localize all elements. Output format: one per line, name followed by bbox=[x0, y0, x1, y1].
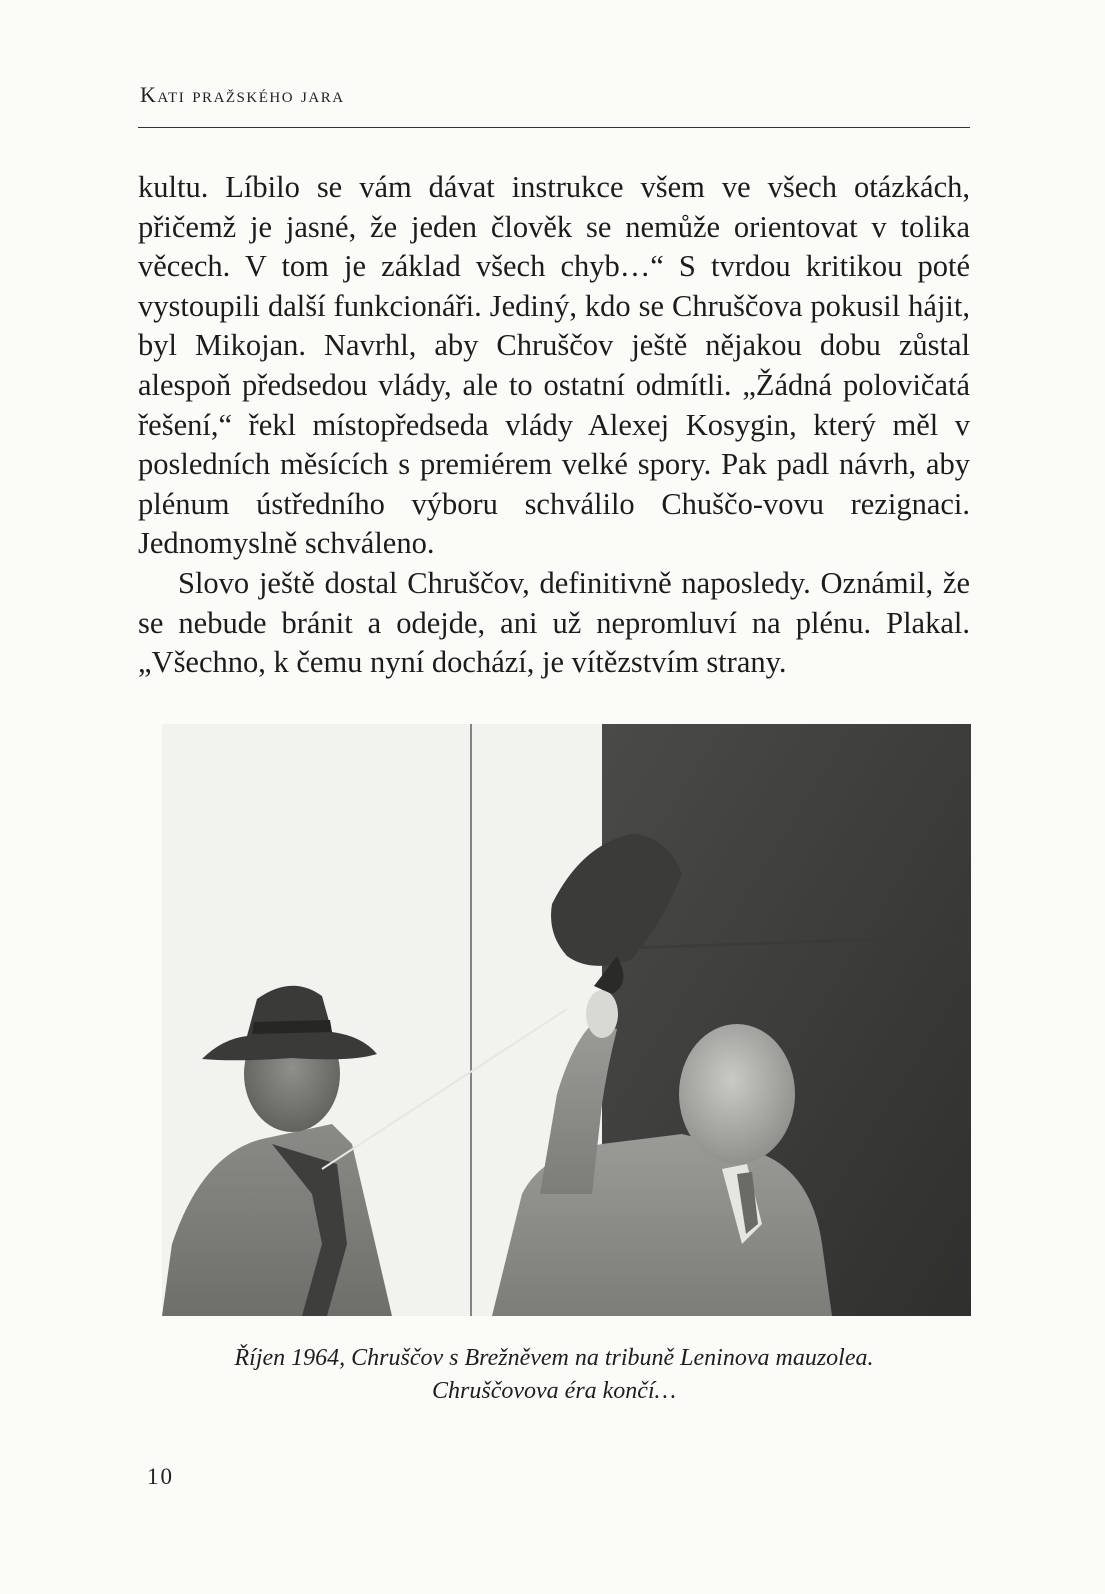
right-man-hand bbox=[586, 990, 618, 1038]
page-number: 10 bbox=[147, 1464, 174, 1489]
figure-caption bbox=[138, 1342, 970, 1408]
right-man-face bbox=[679, 1024, 795, 1164]
running-head: Kati pražského jara bbox=[140, 82, 345, 107]
caption-line-1: Říjen 1964, Chruščov s Brežněvem na tribuně Leninova mauzolea. bbox=[234, 1345, 874, 1371]
header-rule bbox=[138, 127, 970, 128]
body-text bbox=[138, 168, 970, 683]
paragraph-2: Slovo ještě dostal Chruščov, definitivně naposledy. Oznámil, že se nebude bránit a odejde, ani už nepromluví na plénu. Plakal. „Všechno, k čemu nyní dochází, je vítězstvím strany. bbox=[138, 565, 970, 680]
photograph bbox=[162, 724, 971, 1316]
caption-line-2: Chruščovova éra končí… bbox=[432, 1378, 676, 1404]
paragraph-1: kultu. Líbilo se vám dávat instrukce všem ve všech otázkách, přičemž je jasné, že jeden člověk se nemůže orientovat v tolika věcech. V tom je základ všech chyb…“ S tvrdou kritikou poté vystoupili další funkcionáři. Jediný, kdo se Chruščova pokusil hájit, byl Mikojan. Navrhl, aby Chruščov ještě nějakou dobu zůstal alespoň předsedou vlády, ale to ostatní odmítli. „Žádná polovičatá řešení,“ řekl místopředseda vlády Alexej Kosygin, který měl v posledních měsících s premiérem velké spory. Pak padl návrh, aby plénum ústředního výboru schválilo Chuščo-vovu rezignaci. Jednomyslně schváleno. bbox=[138, 170, 970, 561]
